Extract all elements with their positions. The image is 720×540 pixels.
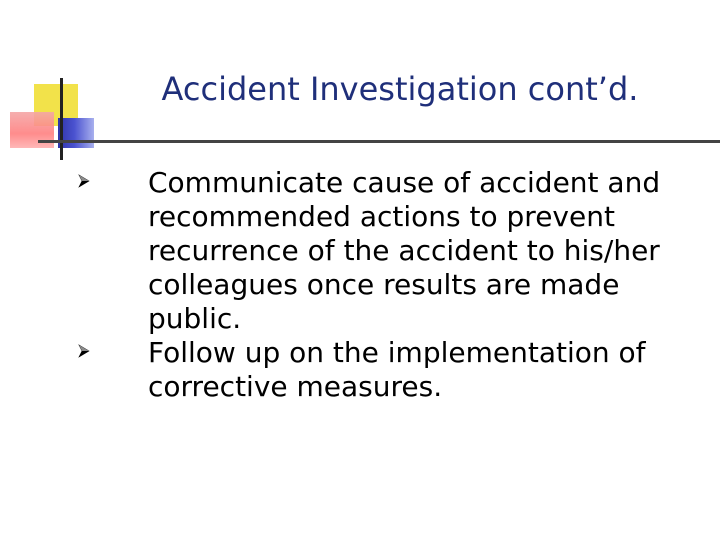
arrow-bullet-icon [78,337,92,365]
arrow-bullet-icon [78,167,92,195]
bullet-item [78,166,678,336]
slide-logo-decoration [0,0,110,170]
logo-blue-square [58,118,94,148]
title-divider-line [38,140,720,143]
slide-title: Accident Investigation cont’d. [161,70,639,108]
bullet-list [78,166,678,404]
logo-vertical-line [60,78,63,160]
bullet-text: Communicate cause of accident and recommended actions to prevent recurrence of the accident to his/her colleagues once results are made public. [148,166,661,335]
bullet-text: Follow up on the implementation of corrective measures. [148,336,646,403]
bullet-item [78,336,678,404]
